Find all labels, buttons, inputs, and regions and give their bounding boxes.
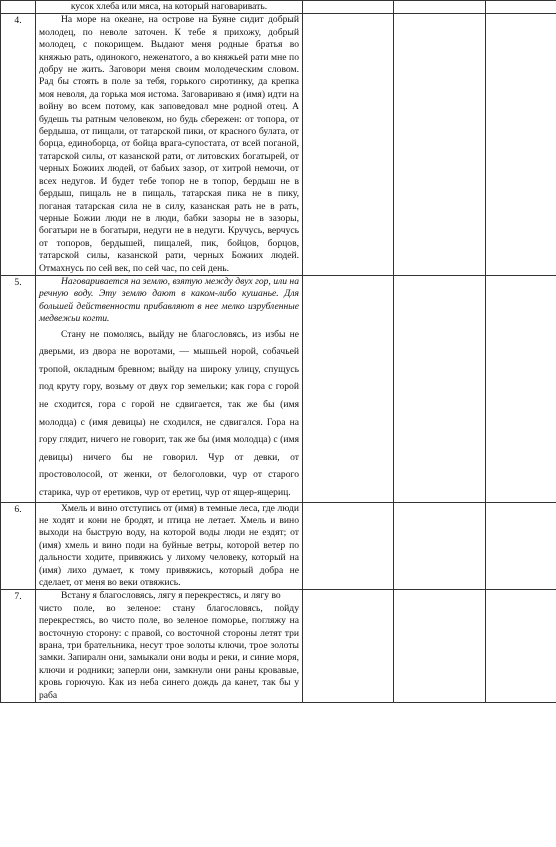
table-row	[1, 14, 556, 276]
row-text	[36, 1, 303, 14]
row-text	[36, 275, 303, 502]
table-row	[1, 590, 556, 703]
table-row	[1, 502, 556, 590]
table-row	[1, 1, 556, 14]
paragraph: На море на океане, на острове на Буяне сидит добрый молодец, по неволе заточен. К тебе я прихожу, добрый молодец, с покорищем. Выдают меня родные братья во княжью рать, одинокого, неженатого, а во княжьей рати мне по добру не жить. Заговори меня своим молодеческим словом. Рад бы стоять в поле за тебя, горького сиротинку, да крепка моя неволя, да горька моя истома. Заговариваю я (имя) идти на войну во всем потому, как заповедовал мне родной отец. А будешь ты ратным человеком, но будь сбережен: от топора, от бердыша, от пищали, от татарской пики, от красного булата, от борца, единоборца, от бойца врага-супостата, от всей поганой, татарской силы, от казанской рати, от литовских богатырей, от черных Божиих людей, от бабьих зазор, от хитрой немочи, от всех недугов. И будет тебе топор не в топор, бердыш не в бердыш, пищаль не в пищаль, татарская пика не в пику, поганая татарская сила не в силу, казанская рать не в рать, черные Божии люди не в люди, бабки зазоры не в зазоры, богатыри не в богатыри, недуги не в недуги. Кручусь, верчусь от топоров, бердышей, пищалей, пик, бойцов, борцов, татарской силы, казанской рати, черных Божиих людей. Отмахнусь по сей век, по сей час, по сей день.	[39, 14, 299, 274]
paragraph: Хмель и вино отступись от (имя) в темные леса, где люди не ходят и кони не бродят, и птица не летает. Хмель и вино выходи на быструю воду, на которой воды люди не ездят; от (имя) хмель и вино поди на буйные ветры, которой ветер по дальности ходите, привяжись у лихому человеку, который на (имя) лихо думает, к тому привяжись, который добра не сделает, от меня во веки отвяжись.	[39, 502, 299, 588]
paragraph: Стану не помолясь, выйду не благословясь, из избы не дверьми, из двора не воротами, — мышьей норой, собачьей тропой, окладным бревном; выйду на широку улицу, спущусь под круту гору, возьму от двух гор земельки; как гора с горой не сходится, гора с горой не сдвигается, так же бы (имя молодца) с (имя девицы) не сходился, не сдвигался. Гора на гору глядит, ничего не говорит, так же бы (имя молодца) с (имя девицы) ничего бы не говорил. Чур от девки, от простоволосой, от женки, от белоголовки, чур от старого старика, чур от еретиков, чур от еретиц, чур от ящер-ящериц.	[39, 328, 299, 498]
row-number: 5.	[1, 275, 36, 502]
empty-cell	[486, 502, 556, 590]
table-row	[1, 275, 556, 502]
row-number	[1, 1, 36, 14]
paragraph: Встану я благословясь, лягу я перекрестясь, и лягу во	[61, 590, 281, 602]
row-text	[36, 14, 303, 276]
empty-cell	[303, 275, 394, 502]
empty-cell	[303, 502, 394, 590]
empty-cell	[303, 1, 394, 14]
paragraph: кусок хлеба или мяса, на который наговаривать.	[70, 1, 268, 12]
row-number: 7.	[1, 590, 36, 703]
empty-cell	[486, 590, 556, 703]
empty-cell	[486, 14, 556, 276]
empty-cell	[394, 14, 486, 276]
row-number: 4.	[1, 14, 36, 276]
spell-note: Наговаривается на землю, взятую между двух гор, или на речную воду. Эту землю дают в каком-либо кушанье. Для большей действенности прибавляют в нее мелко изрубленные медвежьи когти.	[39, 275, 299, 325]
empty-cell	[303, 14, 394, 276]
empty-cell	[394, 275, 486, 502]
row-text	[36, 590, 303, 703]
empty-cell	[394, 502, 486, 590]
empty-cell	[486, 1, 556, 14]
paragraph: чисто поле, во зеленое: стану благословясь, пойду перекрестясь, во чисто поле, во зеленое поморье, погляжу на восточную сторону: с правой, со восточной стороны летят три врана, три брательника, несут трое золоты ключи, трое золоты замки. Запиралн они, замыкали они воды и реки, и синие моря, ключи и родники; заперли они, замкнули они раны кровавые, кровь горючую. Как из неба синего дождь да канет, так бы у раба	[39, 602, 299, 701]
empty-cell	[486, 275, 556, 502]
empty-cell	[394, 1, 486, 14]
empty-cell	[303, 590, 394, 703]
row-number: 6.	[1, 502, 36, 590]
empty-cell	[394, 590, 486, 703]
row-text	[36, 502, 303, 590]
